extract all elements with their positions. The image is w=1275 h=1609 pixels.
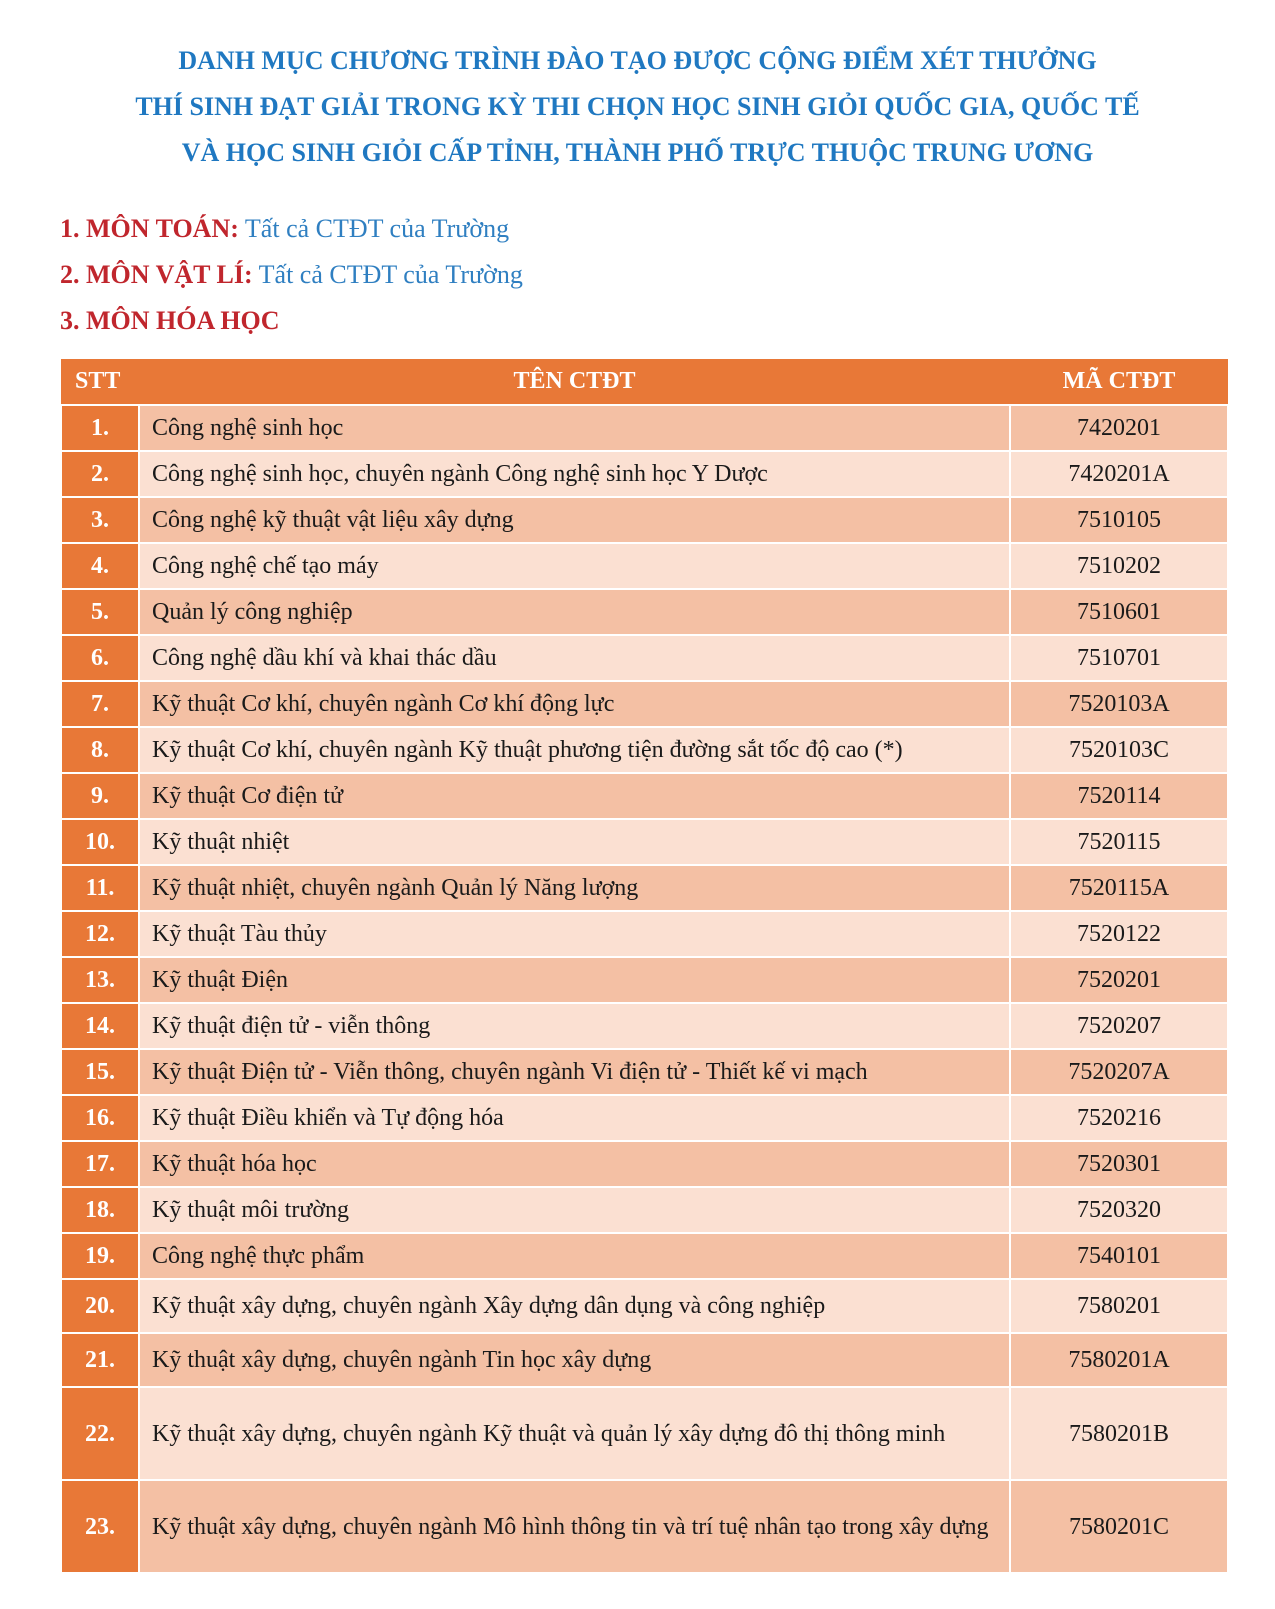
row-code: 7520301	[1010, 1141, 1228, 1187]
table-row	[61, 819, 1228, 865]
row-name: Kỹ thuật xây dựng, chuyên ngành Tin học xây dựng	[139, 1333, 1010, 1387]
row-code: 7520320	[1010, 1187, 1228, 1233]
row-code: 7510105	[1010, 497, 1228, 543]
table-row	[61, 1233, 1228, 1279]
row-stt: 5.	[61, 589, 139, 635]
row-code: 7520216	[1010, 1095, 1228, 1141]
row-name: Kỹ thuật nhiệt, chuyên ngành Quản lý Năng lượng	[139, 865, 1010, 911]
header-code: MÃ CTĐT	[1010, 359, 1228, 405]
section-text: Tất cả CTĐT của Trường	[258, 260, 523, 289]
row-stt: 7.	[61, 681, 139, 727]
row-code: 7580201	[1010, 1279, 1228, 1333]
header-stt: STT	[61, 359, 139, 405]
row-stt: 12.	[61, 911, 139, 957]
row-stt: 8.	[61, 727, 139, 773]
section-vat-li	[60, 260, 523, 290]
row-code: 7520114	[1010, 773, 1228, 819]
row-name: Công nghệ dầu khí và khai thác dầu	[139, 635, 1010, 681]
table-row	[61, 543, 1228, 589]
row-name: Kỹ thuật Điện	[139, 957, 1010, 1003]
row-code: 7520103C	[1010, 727, 1228, 773]
row-code: 7580201B	[1010, 1387, 1228, 1480]
row-name: Kỹ thuật xây dựng, chuyên ngành Mô hình thông tin và trí tuệ nhân tạo trong xây dựng	[139, 1480, 1010, 1573]
row-name: Kỹ thuật Điều khiển và Tự động hóa	[139, 1095, 1010, 1141]
row-code: 7520207	[1010, 1003, 1228, 1049]
row-stt: 4.	[61, 543, 139, 589]
row-name: Công nghệ sinh học, chuyên ngành Công nghệ sinh học Y Dược	[139, 451, 1010, 497]
row-name: Công nghệ thực phẩm	[139, 1233, 1010, 1279]
table-row	[61, 1003, 1228, 1049]
table-row	[61, 1387, 1228, 1480]
table-row	[61, 1141, 1228, 1187]
section-heading: 1. MÔN TOÁN:	[60, 214, 239, 243]
row-code: 7420201	[1010, 405, 1228, 451]
table-row	[61, 865, 1228, 911]
row-name: Kỹ thuật Cơ khí, chuyên ngành Cơ khí động lực	[139, 681, 1010, 727]
row-stt: 6.	[61, 635, 139, 681]
row-name: Kỹ thuật Cơ khí, chuyên ngành Kỹ thuật phương tiện đường sắt tốc độ cao (*)	[139, 727, 1010, 773]
row-stt: 1.	[61, 405, 139, 451]
row-stt: 13.	[61, 957, 139, 1003]
row-code: 7520201	[1010, 957, 1228, 1003]
row-stt: 11.	[61, 865, 139, 911]
table-row	[61, 405, 1228, 451]
section-toan	[60, 214, 509, 244]
row-code: 7510601	[1010, 589, 1228, 635]
row-code: 7520103A	[1010, 681, 1228, 727]
section-text: Tất cả CTĐT của Trường	[244, 214, 510, 243]
row-name: Kỹ thuật Điện tử - Viễn thông, chuyên ngành Vi điện tử - Thiết kế vi mạch	[139, 1049, 1010, 1095]
section-hoa-hoc	[60, 306, 280, 336]
table-row	[61, 957, 1228, 1003]
row-stt: 21.	[61, 1333, 139, 1387]
row-code: 7520207A	[1010, 1049, 1228, 1095]
table-row	[61, 911, 1228, 957]
row-code: 7580201A	[1010, 1333, 1228, 1387]
table-row	[61, 681, 1228, 727]
row-stt: 2.	[61, 451, 139, 497]
row-name: Kỹ thuật Tàu thủy	[139, 911, 1010, 957]
row-code: 7540101	[1010, 1233, 1228, 1279]
row-stt: 18.	[61, 1187, 139, 1233]
table-header-row	[61, 359, 1228, 405]
row-stt: 19.	[61, 1233, 139, 1279]
table-row	[61, 1095, 1228, 1141]
table-row	[61, 773, 1228, 819]
row-name: Kỹ thuật môi trường	[139, 1187, 1010, 1233]
row-name: Kỹ thuật nhiệt	[139, 819, 1010, 865]
row-stt: 17.	[61, 1141, 139, 1187]
row-code: 7420201A	[1010, 451, 1228, 497]
title-line-3: VÀ HỌC SINH GIỎI CẤP TỈNH, THÀNH PHỐ TRỰC THUỘC TRUNG ƯƠNG	[181, 138, 1094, 167]
section-heading: 3. MÔN HÓA HỌC	[60, 306, 280, 335]
row-code: 7510701	[1010, 635, 1228, 681]
row-code: 7520115	[1010, 819, 1228, 865]
row-name: Kỹ thuật điện tử - viễn thông	[139, 1003, 1010, 1049]
row-code: 7520115A	[1010, 865, 1228, 911]
table-row	[61, 1187, 1228, 1233]
row-stt: 14.	[61, 1003, 139, 1049]
title-line-2: THÍ SINH ĐẠT GIẢI TRONG KỲ THI CHỌN HỌC SINH GIỎI QUỐC GIA, QUỐC TẾ	[135, 92, 1140, 121]
row-stt: 22.	[61, 1387, 139, 1480]
row-code: 7510202	[1010, 543, 1228, 589]
table-row	[61, 1480, 1228, 1573]
row-name: Kỹ thuật hóa học	[139, 1141, 1010, 1187]
row-name: Kỹ thuật Cơ điện tử	[139, 773, 1010, 819]
row-stt: 10.	[61, 819, 139, 865]
row-code: 7520122	[1010, 911, 1228, 957]
header-name: TÊN CTĐT	[139, 359, 1010, 405]
table-row	[61, 635, 1228, 681]
row-stt: 23.	[61, 1480, 139, 1573]
table-row	[61, 727, 1228, 773]
table-row	[61, 589, 1228, 635]
table-row	[61, 451, 1228, 497]
row-stt: 16.	[61, 1095, 139, 1141]
row-name: Quản lý công nghiệp	[139, 589, 1010, 635]
table-row	[61, 497, 1228, 543]
row-stt: 15.	[61, 1049, 139, 1095]
row-name: Công nghệ kỹ thuật vật liệu xây dựng	[139, 497, 1010, 543]
title-line-1: DANH MỤC CHƯƠNG TRÌNH ĐÀO TẠO ĐƯỢC CỘNG ĐIỂM XÉT THƯỞNG	[178, 46, 1097, 75]
row-name: Kỹ thuật xây dựng, chuyên ngành Xây dựng dân dụng và công nghiệp	[139, 1279, 1010, 1333]
table-row	[61, 1049, 1228, 1095]
table-row	[61, 1333, 1228, 1387]
row-name: Công nghệ sinh học	[139, 405, 1010, 451]
row-code: 7580201C	[1010, 1480, 1228, 1573]
row-stt: 9.	[61, 773, 139, 819]
section-heading: 2. MÔN VẬT LÍ:	[60, 260, 253, 289]
row-name: Công nghệ chế tạo máy	[139, 543, 1010, 589]
row-name: Kỹ thuật xây dựng, chuyên ngành Kỹ thuật và quản lý xây dựng đô thị thông minh	[139, 1387, 1010, 1480]
row-stt: 3.	[61, 497, 139, 543]
program-table	[60, 359, 1229, 1574]
row-stt: 20.	[61, 1279, 139, 1333]
table-row	[61, 1279, 1228, 1333]
